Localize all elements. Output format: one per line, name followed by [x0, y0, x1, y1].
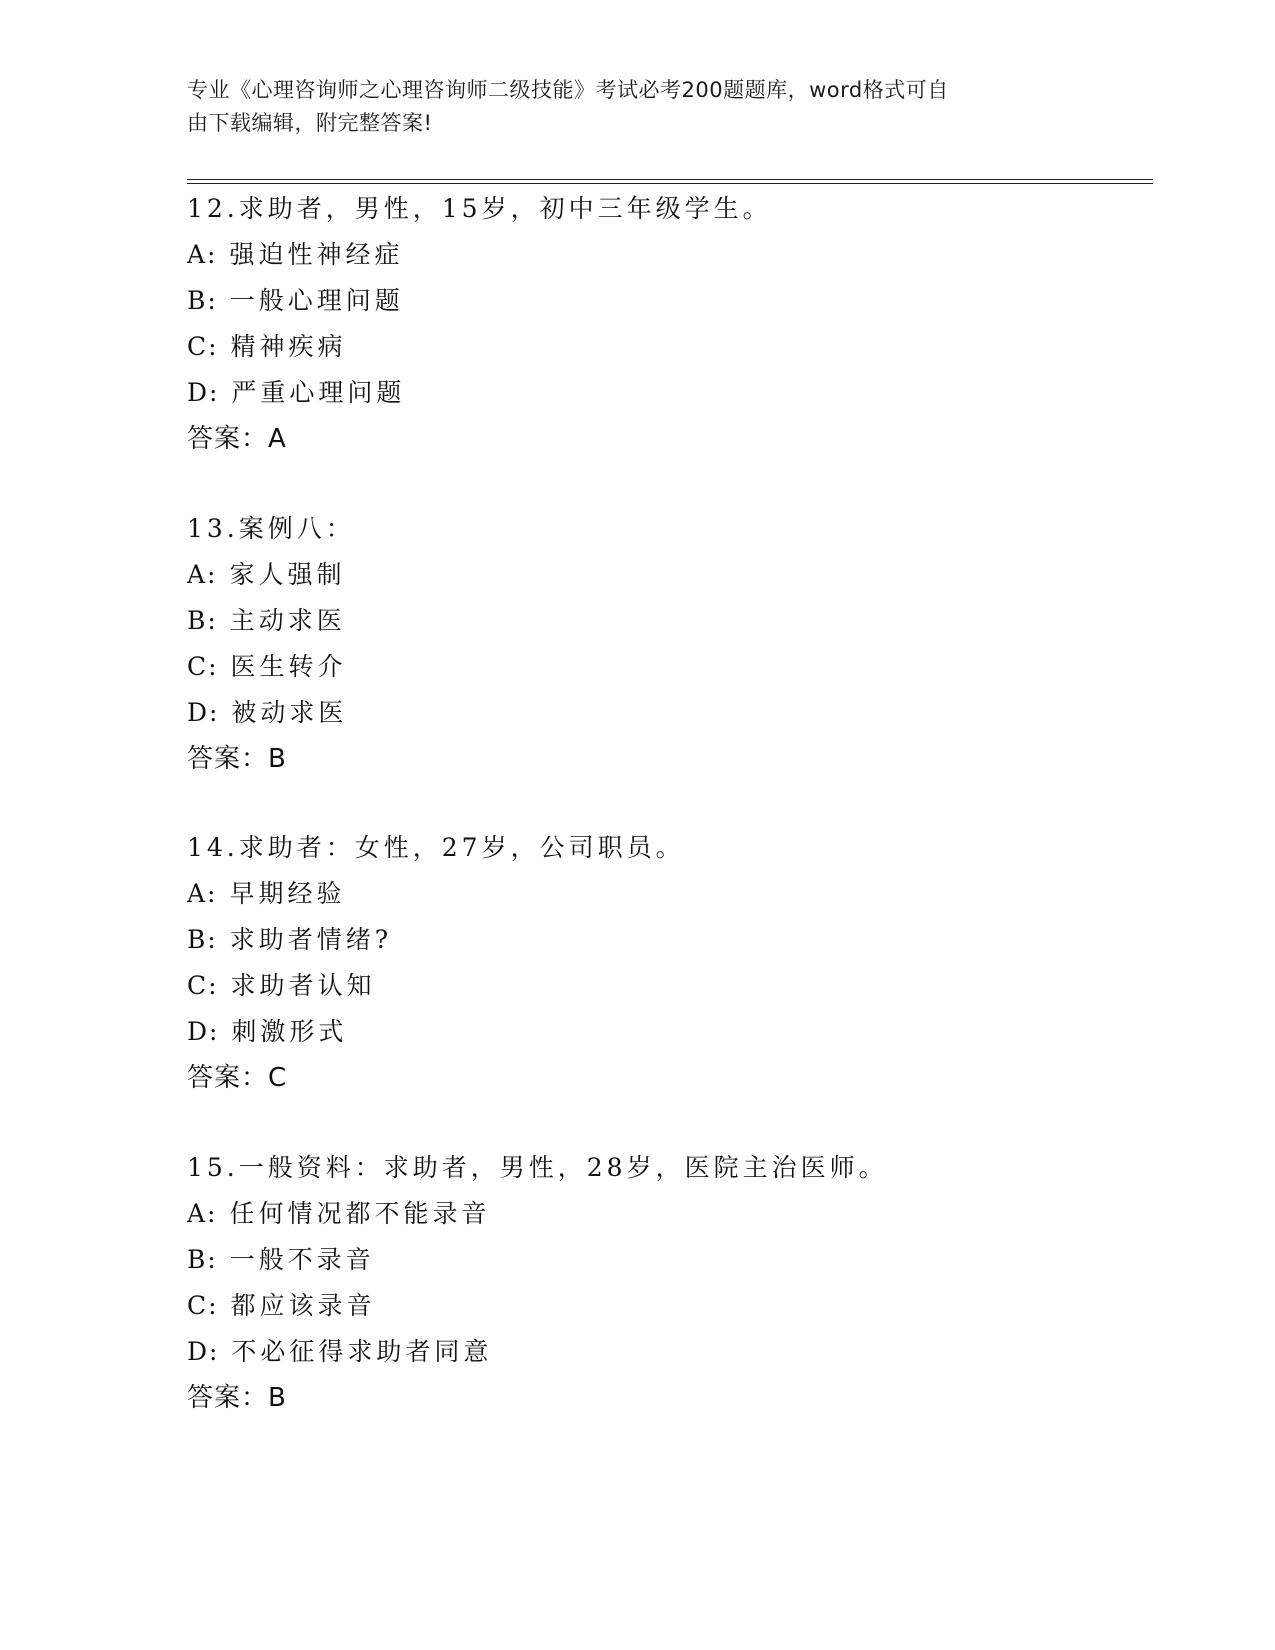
option-label: C:: [187, 332, 219, 361]
option-label: B:: [187, 925, 218, 954]
question-12: [187, 186, 1147, 462]
answer-line: 答案：A: [187, 424, 287, 454]
option-text: 一般心理问题: [229, 286, 404, 315]
answer-line: 答案：C: [187, 1063, 288, 1093]
option-label: C:: [187, 1291, 219, 1320]
option-label: D:: [187, 378, 220, 407]
option-a: [187, 871, 1147, 917]
option-text: 刺激形式: [231, 1017, 348, 1046]
question-stem: 12.求助者，男性，15岁，初中三年级学生。: [187, 194, 772, 223]
option-text: 不必征得求助者同意: [231, 1337, 493, 1366]
option-d: [187, 370, 1147, 416]
option-label: D:: [187, 1017, 220, 1046]
option-b: [187, 917, 1147, 963]
document-header: [187, 74, 1067, 140]
option-a: [187, 232, 1147, 278]
option-label: A:: [187, 240, 218, 269]
option-text: 都应该录音: [230, 1291, 376, 1320]
answer-line: 答案：B: [187, 1383, 287, 1413]
option-label: D:: [187, 698, 220, 727]
option-b: [187, 598, 1147, 644]
option-text: 主动求医: [229, 606, 346, 635]
question-stem: 15.一般资料：求助者，男性，28岁，医院主治医师。: [187, 1153, 888, 1182]
option-text: 任何情况都不能录音: [229, 1199, 491, 1228]
option-label: B:: [187, 286, 218, 315]
option-label: C:: [187, 971, 219, 1000]
option-c: [187, 1283, 1147, 1329]
option-label: D:: [187, 1337, 220, 1366]
option-a: [187, 552, 1147, 598]
answer-line: 答案：B: [187, 744, 287, 774]
option-text: 早期经验: [229, 879, 346, 908]
option-label: B:: [187, 606, 218, 635]
option-a: [187, 1191, 1147, 1237]
option-text: 求助者情绪?: [229, 925, 393, 954]
question-stem: 14.求助者：女性，27岁，公司职员。: [187, 833, 685, 862]
question-15: [187, 1145, 1147, 1421]
question-13: [187, 506, 1147, 782]
option-text: 强迫性神经症: [229, 240, 404, 269]
question-14: [187, 825, 1147, 1101]
option-text: 求助者认知: [230, 971, 376, 1000]
option-label: C:: [187, 652, 219, 681]
option-text: 被动求医: [231, 698, 348, 727]
option-c: [187, 963, 1147, 1009]
option-c: [187, 324, 1147, 370]
question-stem: 13.案例八：: [187, 514, 355, 543]
option-b: [187, 278, 1147, 324]
header-line-2: 由下载编辑，附完整答案!: [187, 111, 433, 135]
option-label: A:: [187, 560, 218, 589]
option-d: [187, 1329, 1147, 1375]
option-label: A:: [187, 879, 218, 908]
option-d: [187, 690, 1147, 736]
header-divider-bottom: [187, 183, 1153, 184]
option-text: 家人强制: [229, 560, 346, 589]
header-line-1: 专业《心理咨询师之心理咨询师二级技能》考试必考200题题库，word格式可自: [187, 78, 949, 102]
option-b: [187, 1237, 1147, 1283]
option-text: 精神疾病: [230, 332, 347, 361]
option-label: A:: [187, 1199, 218, 1228]
option-d: [187, 1009, 1147, 1055]
option-text: 严重心理问题: [231, 378, 406, 407]
option-text: 医生转介: [230, 652, 347, 681]
option-c: [187, 644, 1147, 690]
option-label: B:: [187, 1245, 218, 1274]
header-divider-top: [187, 179, 1153, 180]
option-text: 一般不录音: [229, 1245, 375, 1274]
